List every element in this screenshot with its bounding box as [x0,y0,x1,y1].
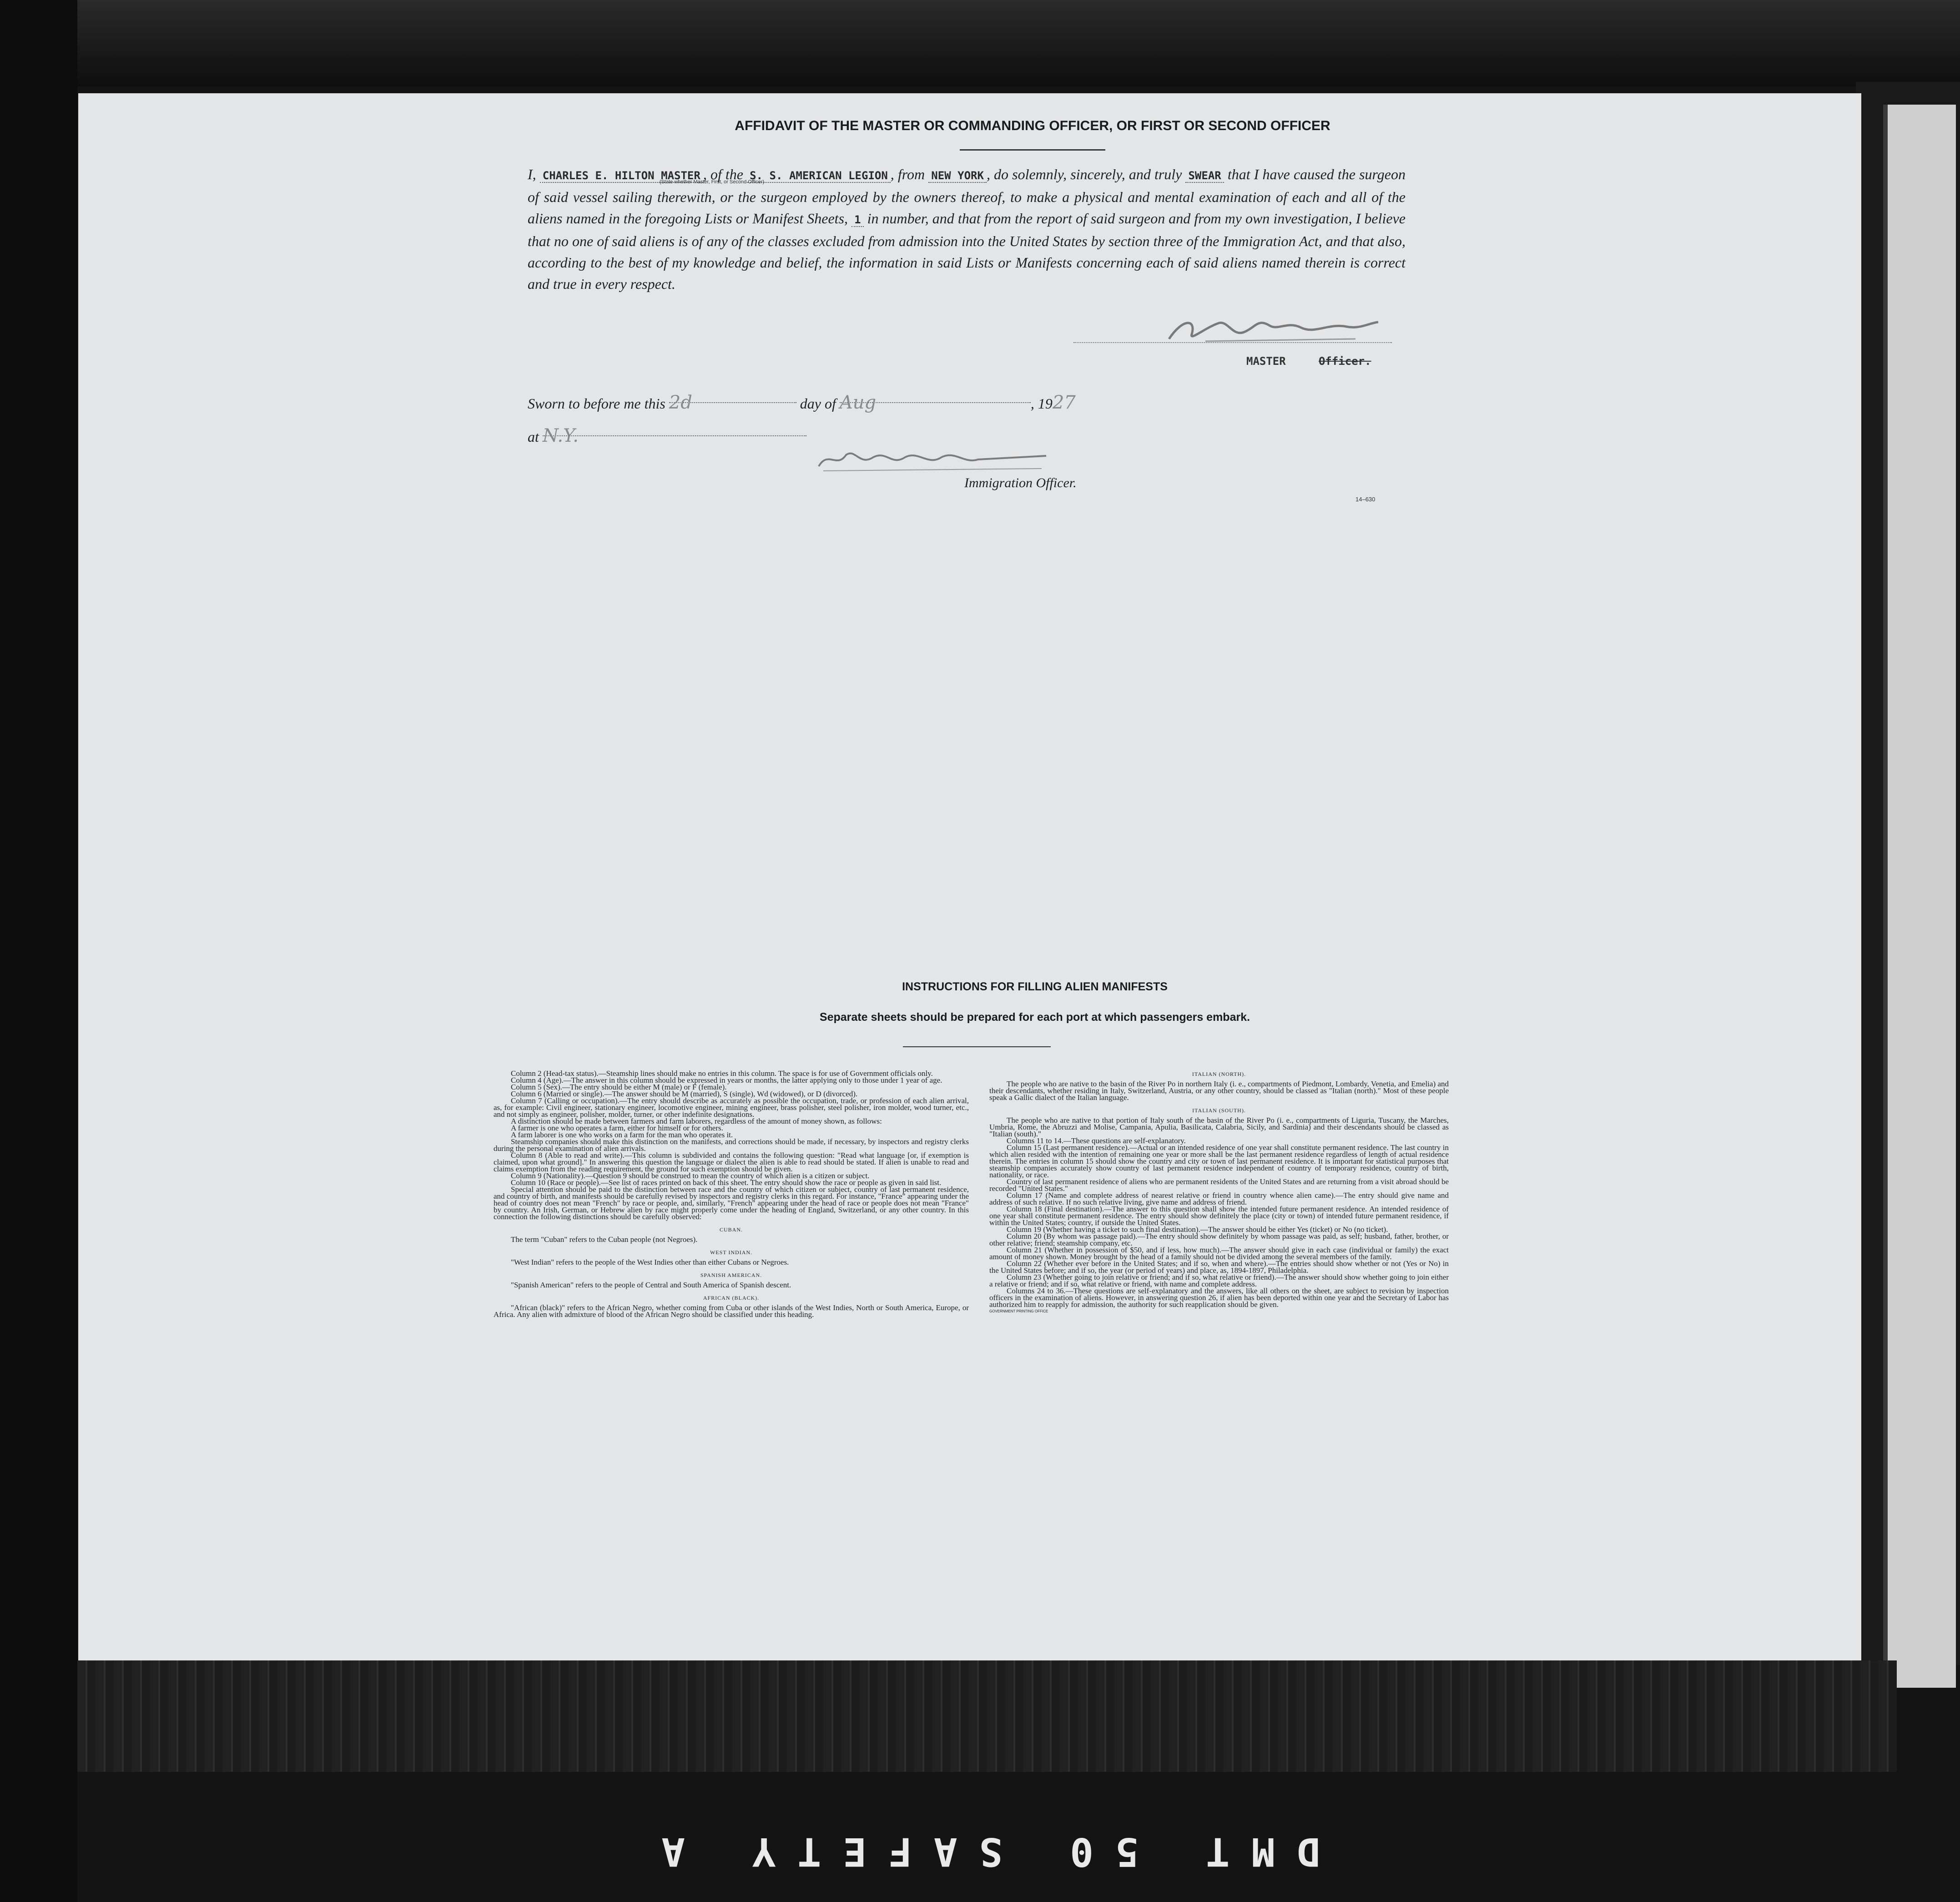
instruction-paragraph: Columns 24 to 36.—These questions are self-explanatory and the answers, like all others on the sheet, are subject to revision by inspection officers in the examination of aliens. However, in answering question 26, if alien has been deported within one year and the Secretary of Labor has authorized him to reapply for admission, the authority for such reapplication should be given. [989,1286,1449,1309]
at-line [528,425,806,445]
binding-shadow [77,1660,1897,1772]
instruction-paragraph: Column 22 (Whether ever before in the United States; and if so, when and where).—The entries should show whether or not (Yes or No) in the United States before; and if so, the year (or period of years) and place, as, 1894-1897, Philadelphia. [989,1259,1449,1275]
immigration-officer-signature [814,446,1051,473]
adjacent-page-edge [1883,105,1956,1688]
instruction-paragraph: A farm laborer is one who works on a farm for the man who operates it. [511,1130,733,1139]
instruction-paragraph: Column 23 (Whether going to join relative or friend; and if so, what relative or friend).—The answer should show whether going to join either a relative or friend; and if so, what relative or friend, with name and complete address. [989,1273,1449,1288]
instructions-right-column [989,1065,1449,1315]
section-heading: ITALIAN (SOUTH). [1192,1107,1246,1114]
sworn-text: day of [800,395,836,412]
sworn-text: Sworn to before me this [528,395,665,412]
port-field: NEW YORK [928,169,987,183]
instruction-paragraph: Columns 11 to 14.—These questions are self-explanatory. [1007,1136,1186,1145]
affidavit-text: in number, and that from the report of said surgeon and from my own investigation, I believe that no one of said aliens is of any of the classes excluded from admission into the United States by section three of the Immigration Act, and that also, according to the best of my knowledge and belief, the information in said Lists or Manifests concerning each of said aliens named therein is correct and true in every respect. [528,210,1406,292]
affidavit-text: solemnly, sincerely, and truly [1012,166,1182,182]
place-handwritten: N.Y. [542,425,579,446]
instruction-paragraph: A distinction should be made between farmers and farm laborers, regardless of the amount of money shown, as follows: [511,1117,882,1125]
divider [960,149,1105,151]
day-field [669,392,796,413]
instruction-paragraph: Column 4 (Age).—The answer in this column should be expressed in years or months, the latter applying only to those under 1 year of age. [511,1076,942,1085]
signature-line [1073,341,1392,343]
month-field [839,392,1031,413]
instruction-paragraph: A farmer is one who operates a farm, either for himself or for others. [511,1124,723,1132]
affidavit-text: that I have caused the surgeon of said vessel sailing therewith, or the surgeon employed by the owners thereof, to make a physical and mental examination of each and all of the aliens named in the foregoing Lists or Manifest Sheets, [528,166,1406,227]
instruction-paragraph: Column 6 (Married or single).—The answer should be M (married), S (single), Wd (widowed), or D (divorced). [511,1090,858,1098]
sworn-text: , 19 [1030,395,1053,412]
form-number: 14–630 [1355,496,1376,503]
instruction-paragraph: Country of last permanent residence of aliens who are permanent residents of the United States and are returning from a visit abroad should be recorded "United States." [989,1177,1449,1193]
vessel-field: S. S. AMERICAN LEGION [747,169,891,183]
instruction-paragraph: Column 10 (Race or people).—See list of races printed on back of this sheet. The entry should show the race or people as given in said list. [511,1178,942,1187]
sheet-count-field: 1 [852,213,863,227]
instruction-paragraph: "African (black)" refers to the African Negro, whether coming from Cuba or other islands of the West Indies, North or South America, Europe, or Africa. Any alien with admixture of blood of the African Negro should be classified under this heading. [494,1303,969,1319]
film-edge-left [0,0,77,1902]
instruction-paragraph: The people who are native to that portion of Italy south of the basin of the River Po (i. e., compartments of Liguria, Tuscany, the Marches, Umbria, Rome, the Abruzzi and Molise, Campania, Apulia, Basilicata, Calabria, Sicily, and Sardinia) and their descendants should be classed as "Italian (south)." [989,1116,1449,1138]
manifest-page [78,93,1861,1660]
section-heading: SPANISH AMERICAN. [700,1272,762,1278]
instruction-paragraph: The people who are native to the basin of the River Po in northern Italy (i. e., compartments of Piedmont, Lombardy, Venetia, and Emelia) and their descendants, whether residing in Italy, Switzerland, Austria, or any other country, should be classed as "Italian (north)." Most of these people speak a Gallic dialect of the Italian language. [989,1080,1449,1102]
instruction-paragraph: Steamship companies should make this distinction on the manifests, and corrections should be made, if necessary, by inspectors and registry clerks during the personal examination of alien arrivals. [494,1137,969,1153]
instruction-paragraph: Column 7 (Calling or occupation).—The entry should describe as accurately as possible the occupation, trade, or profession of each alien arrival, as, for example: Civil engineer, stationary engineer, locomotive engineer, mining engineer, brass polisher, steel polisher, iron molder, wood turner, etc., and not simply as engineer, polisher, molder, turner, or other indefinite designations. [494,1096,969,1119]
officer-struck-text: Officer. [1318,355,1371,368]
affidavit-text: I, [528,166,536,182]
year-handwritten: 27 [1052,392,1076,413]
section-heading: AFRICAN (BLACK). [703,1295,760,1301]
instructions-title: INSTRUCTIONS FOR FILLING ALIEN MANIFESTS [902,980,1168,993]
rank-signature [1246,355,1392,368]
sworn-line [528,392,1392,413]
oath-field: SWEAR [1185,169,1224,183]
section-heading: ITALIAN (NORTH). [1192,1071,1246,1077]
month-handwritten: Aug [839,392,877,413]
immigration-officer-label: Immigration Officer. [964,475,1077,490]
instruction-paragraph: Column 9 (Nationality).—Question 9 should be construed to mean the country of which alien is a citizen or subject. [511,1171,870,1180]
instruction-paragraph: The term "Cuban" refers to the Cuban people (not Negroes). [511,1235,698,1244]
instruction-paragraph: Column 8 (Able to read and write).—This column is subdivided and contains the following question: "Read what language [or, if exemption is claimed, upon what ground]." In answering this question the language or dialect the alien is able to read should be stated. If alien is unable to read and claims exemption from the reading requirement, the ground for such exemption should be given. [494,1151,969,1173]
printer-imprint: GOVERNMENT PRINTING OFFICE [989,1309,1048,1313]
divider [903,1046,1051,1047]
instruction-paragraph: "West Indian" refers to the people of the West Indies other than either Cubans or Negroes. [511,1258,789,1266]
instruction-paragraph: Column 15 (Last permanent residence).—Actual or an intended residence of one year shall constitute permanent residence. The last country in which alien resided with the intention of remaining one year or more shall be the last permanent residence regardless of length of actual residence therein. The entries in column 15 should show the country and city or town of last permanent residence. It is important for statistical purposes that steamship companies accurately show country of last permanent residence independent of country of temporary residence, country of birth, nationality, or race. [989,1143,1449,1179]
film-edge-top [0,0,1960,86]
instruction-paragraph: "Spanish American" refers to the people of Central and South America of Spanish descent. [511,1281,791,1289]
instruction-paragraph: Column 2 (Head-tax status).—Steamship lines should make no entries in this column. The space is for use of Government officials only. [511,1069,933,1078]
instruction-paragraph: Column 21 (Whether in possession of $50, and if less, how much).—The answer should give in each case (individual or family) the exact amount of money shown. Money brought by the head of a family should not be divided among the several members of the family. [989,1246,1449,1261]
rank-note: (State whether Master, First, or Second Officer) [659,179,765,185]
instruction-paragraph: Column 18 (Final destination).—The answer to this question shall show the intended future permanent residence. An intended residence of one year shall constitute permanent residence. The entry should show definitely the place (city or town) of intended future permanent residence, if within the United States; country, if outside the United States. [989,1205,1449,1227]
film-edge-code: DMT 50 SAFETY A [640,1829,1320,1874]
affidavit-text: , from [890,166,925,182]
instruction-paragraph: Special attention should be paid to the distinction between race and the country of which citizen or subject, country of last permanent residence, and country of birth, and manifests should be carefully revised by inspectors and registry clerks in this regard. For instance, "France" appearing under the head of country does not mean "French" by race or people, and, similarly, "French" appearing under the head of race or people does not mean "France" by country. An Irish, German, or Hebrew alien by race might properly come under the heading of England, Switzerland, or any other country. In this connection the following distinctions should be carefully observed: [494,1185,969,1221]
affidavit-title: AFFIDAVIT OF THE MASTER OR COMMANDING OFFICER, OR FIRST OR SECOND OFFICER [735,118,1330,133]
place-field [542,425,806,446]
affidavit-text: , of the [703,166,743,182]
instruction-paragraph: Column 20 (By whom was passage paid).—The entry should show definitely by whom passage was paid, as self; husband, father, brother, or other relative; friend; steamship company, etc. [989,1232,1449,1247]
master-name-field: CHARLES E. HILTON MASTER [540,169,703,183]
section-heading: WEST INDIAN. [710,1249,753,1256]
affidavit-text: , do [986,166,1009,182]
at-text: at [528,429,539,445]
instruction-paragraph: Column 19 (Whether having a ticket to such final destination).—The answer should be either Yes (ticket) or No (no ticket). [1007,1225,1388,1234]
section-heading: CUBAN. [719,1226,743,1233]
rank-text: MASTER [1246,355,1286,368]
instruction-paragraph: Column 5 (Sex).—The entry should be either M (male) or F (female). [511,1083,727,1091]
instructions-left-column [494,1070,969,1318]
day-handwritten: 2d [669,392,692,413]
instruction-paragraph: Column 17 (Name and complete address of nearest relative or friend in country whence alien came).—The entry should give name and address of such relative. If no such relative living, give name and address of friend. [989,1191,1449,1206]
instructions-subtitle: Separate sheets should be prepared for each port at which passengers embark. [819,1011,1250,1024]
